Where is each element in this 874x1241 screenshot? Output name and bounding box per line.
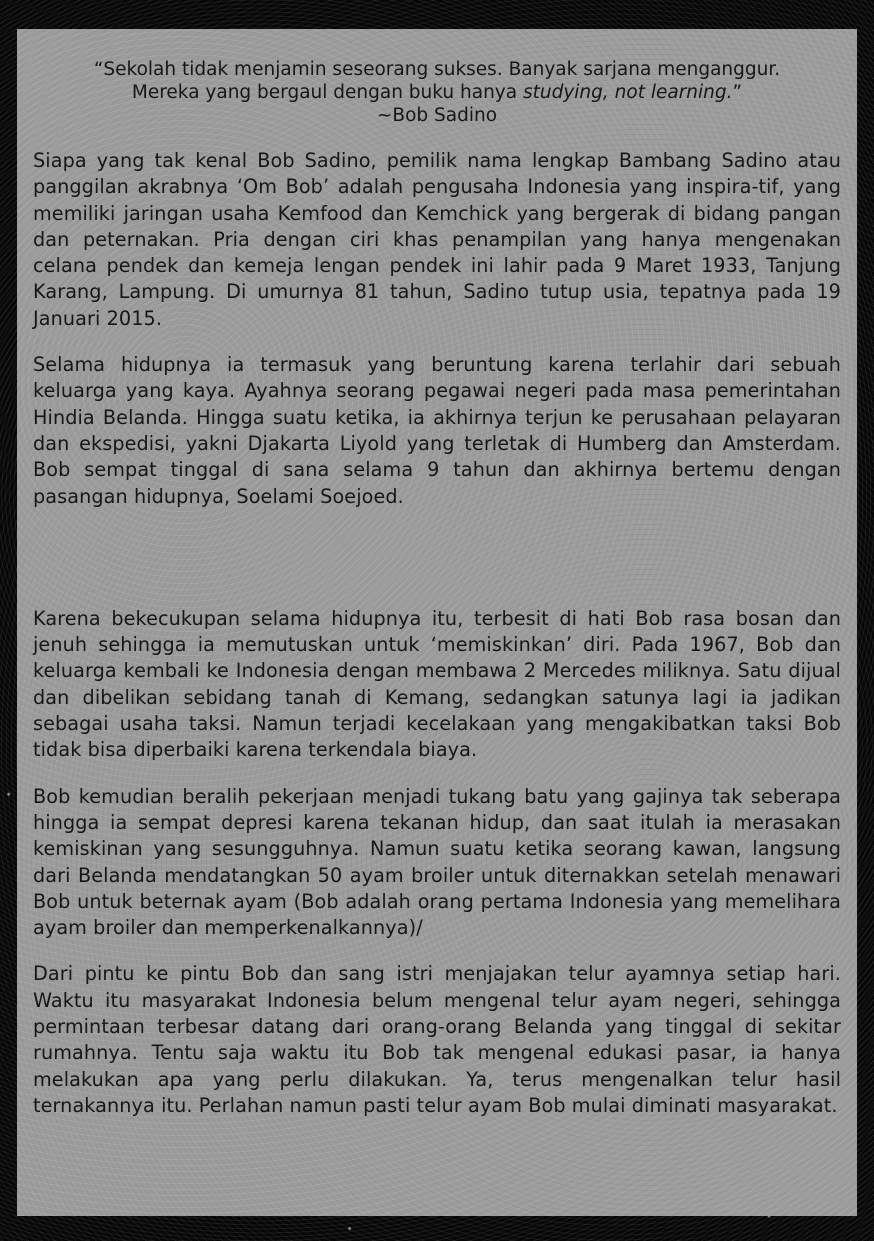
paragraph-stonemason: Bob kemudian beralih pekerjaan menjadi tukang batu yang gajinya tak seberapa hingga ia sempat depresi karena tekanan hidup, dan saat itulah ia merasakan kemiskinan yang sesungguhnya. Namun suatu ketika seorang kawan, langsung dari Belanda mendatangkan 50 ayam broiler untuk diternakkan setelah menawari Bob untuk beternak ayam (Bob adalah orang pertama Indonesia yang memelihara ayam broiler dan memperkenalkannya)/ [33,784,841,940]
quote-line-2-text: Mereka yang bergaul dengan buku hanya [131,82,523,103]
epigraph-quote [33,58,841,127]
quote-author: ~Bob Sadino [376,105,498,126]
quote-line-1: “Sekolah tidak menjamin seseorang sukses. Banyak sarjana menganggur. [93,59,781,80]
quote-line-2 [33,81,841,104]
spacer [33,530,841,606]
paragraph-return-indonesia: Karena bekecukupan selama hidupnya itu, terbesit di hati Bob rasa bosan dan jenuh sehingga ia memutuskan untuk ‘memiskinkan’ diri. Pada 1967, Bob dan keluarga kembali ke Indonesia dengan membawa 2 Mercedes miliknya. Satu dijual dan dibelikan sebidang tanah di Kemang, sedangkan satunya lagi ia jadikan sebagai usaha taksi. Namun terjadi kecelakaan yang mengakibatkan taksi Bob tidak bisa diperbaiki karena terkendala biaya. [33,606,841,762]
paragraph-intro: Siapa yang tak kenal Bob Sadino, pemilik nama lengkap Bambang Sadino atau panggilan akrabnya ‘Om Bob’ adalah pengusaha Indonesia yang inspira-tif, yang memiliki jaringan usaha Kemfood dan Kemchick yang bergerak di bidang pangan dan peternakan. Pria dengan ciri khas penampilan yang hanya mengenakan celana pendek dan kemeja lengan pendek ini lahir pada 9 Maret 1933, Tanjung Karang, Lampung. Di umurnya 81 tahun, Sadino tutup usia, tepatnya pada 19 Januari 2015. [33,149,841,330]
paragraph-early-life: Selama hidupnya ia termasuk yang beruntung karena terlahir dari sebuah keluarga yang kaya. Ayahnya seorang pegawai negeri pada masa pemerintahan Hindia Belanda. Hingga suatu ketika, ia akhirnya terjun ke perusahaan pelayaran dan ekspedisi, yakni Djakarta Liyold yang terletak di Humberg dan Amsterdam. Bob sempat tinggal di sana selama 9 tahun dan akhirnya bertemu dengan pasangan hidupnya, Soelami Soejoed. [33,353,841,508]
paragraph-egg-selling: Dari pintu ke pintu Bob dan sang istri menjajakan telur ayamnya setiap hari. Waktu itu masyarakat Indonesia belum mengenal telur ayam negeri, sehingga permintaan terbesar datang dari orang-orang Belanda yang tinggal di sekitar rumahnya. Tentu saja waktu itu Bob tak mengenal edukasi pasar, ia hanya melakukan apa yang perlu dilakukan. Ya, terus mengenalkan telur hasil ternakannya itu. Perlahan namun pasti telur ayam Bob mulai diminati masyarakat. [33,962,841,1117]
quote-close-mark: ” [732,82,743,103]
quote-italic-phrase: studying, not learning. [522,82,733,103]
article-panel [17,29,857,1216]
